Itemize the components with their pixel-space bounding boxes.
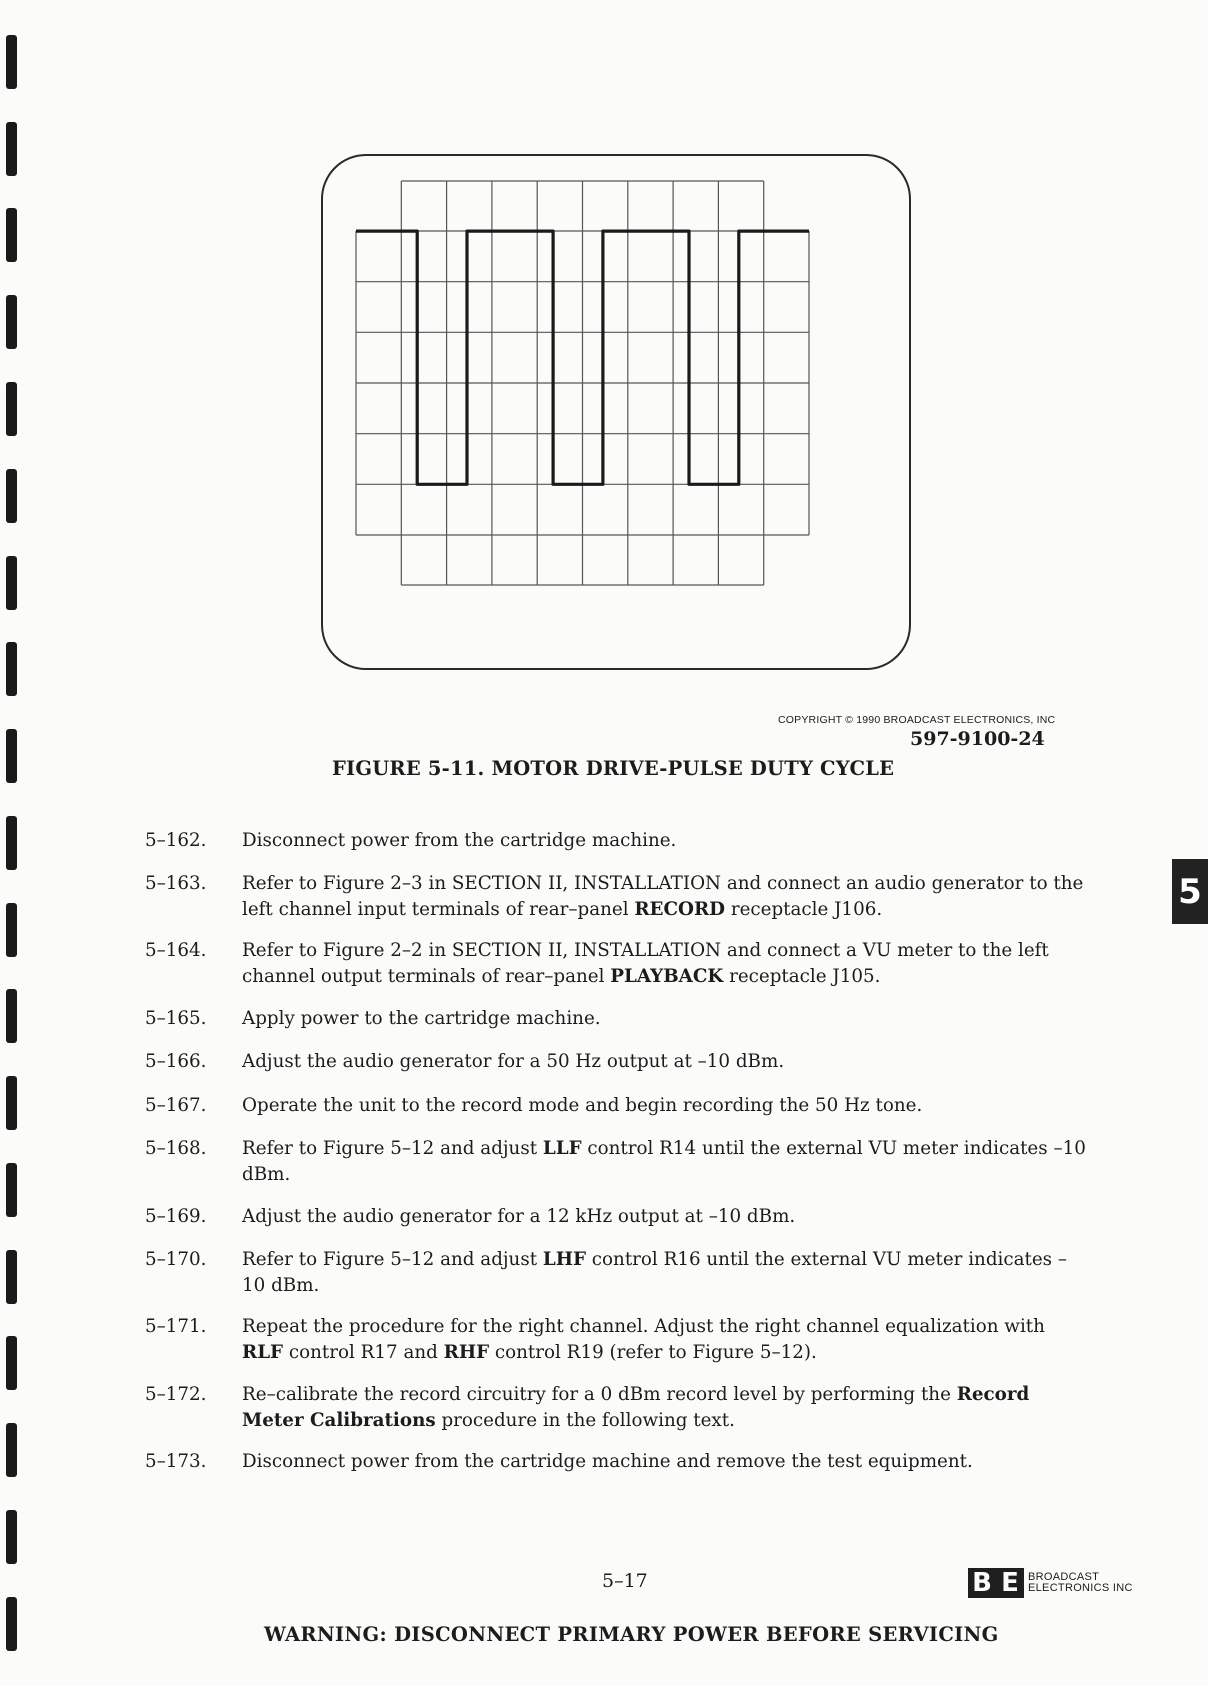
step-text-run: control R14 until the external VU meter indicates –10 dBm. [242,1138,1086,1185]
step-text-run: Refer to Figure 5–12 and adjust [242,1138,543,1159]
figure-part-number: 597-9100-24 [910,728,1045,750]
step-number: 5–170. [145,1249,207,1270]
copyright-notice: COPYRIGHT © 1990 BROADCAST ELECTRONICS, INC [778,714,1056,726]
step-number: 5–163. [145,873,207,894]
step-number: 5–164. [145,940,207,961]
step-control-name: RECORD [634,899,726,920]
warning-footer: WARNING: DISCONNECT PRIMARY POWER BEFORE SERVICING [264,1623,999,1646]
step-text-run: procedure in the following text. [435,1410,735,1431]
step-text-run: control R17 and [283,1342,444,1363]
step-text-run: Disconnect power from the cartridge machine. [242,830,677,851]
page-number: 5–17 [602,1570,648,1592]
step-text [242,1247,1087,1299]
step-control-name: LHF [542,1249,586,1270]
logo-letter-b: B [972,1568,992,1598]
logo-letter-e: E [1001,1568,1019,1598]
step-text [242,1136,1087,1188]
step-control-name: RLF [242,1342,284,1363]
scope-graticule [356,181,809,585]
step-text [242,1049,1087,1075]
logo-line-2: ELECTRONICS INC [1028,1582,1133,1594]
step-text-run: Refer to Figure 5–12 and adjust [242,1249,543,1270]
step-text [242,1382,1087,1434]
step-text [242,828,1087,854]
step-text-run: receptacle J106. [725,899,883,920]
step-text-run: Adjust the audio generator for a 50 Hz output at –10 dBm. [242,1051,785,1072]
step-text-run: control R19 (refer to Figure 5–12). [489,1342,817,1363]
oscilloscope-figure [320,153,912,671]
step-control-name: RHF [443,1342,490,1363]
logo-mark [968,1568,1024,1598]
step-text-run: receptacle J105. [723,966,881,987]
section-tab: 5 [1172,859,1208,924]
step-text-run: control R16 until the external VU meter indicates –10 dBm. [242,1249,1068,1296]
company-logo [968,1564,1168,1600]
step-text [242,1314,1087,1366]
logo-text [1028,1572,1133,1594]
step-text-run: Re–calibrate the record circuitry for a 0 dBm record level by performing the [242,1384,957,1405]
step-number: 5–167. [145,1095,207,1116]
step-text [242,1006,1087,1032]
step-number: 5–162. [145,830,207,851]
step-control-name: PLAYBACK [610,966,724,987]
step-text [242,1093,1087,1119]
step-text-run: Refer to Figure 2–2 in SECTION II, INSTALLATION and connect a VU meter to the left channel output terminals of rear–panel [242,940,1049,987]
step-text-run: Disconnect power from the cartridge machine and remove the test equipment. [242,1451,973,1472]
step-control-name: Record Meter Calibrations [242,1384,1030,1431]
step-text-run: Repeat the procedure for the right channel. Adjust the right channel equalization with [242,1316,1045,1337]
step-number: 5–173. [145,1451,207,1472]
step-number: 5–165. [145,1008,207,1029]
binding-holes [0,0,40,1685]
step-number: 5–166. [145,1051,207,1072]
step-text [242,1449,1087,1475]
step-text [242,938,1087,990]
step-text-run: Operate the unit to the record mode and begin recording the 50 Hz tone. [242,1095,923,1116]
step-control-name: LLF [542,1138,582,1159]
step-number: 5–172. [145,1384,207,1405]
step-text-run: Adjust the audio generator for a 12 kHz output at –10 dBm. [242,1206,796,1227]
step-text-run: Apply power to the cartridge machine. [242,1008,601,1029]
step-text [242,1204,1087,1230]
logo-line-1: BROADCAST [1028,1571,1100,1583]
step-number: 5–171. [145,1316,207,1337]
step-text [242,871,1087,923]
step-number: 5–168. [145,1138,207,1159]
step-number: 5–169. [145,1206,207,1227]
step-text-run: Refer to Figure 2–3 in SECTION II, INSTALLATION and connect an audio generator to the left channel input terminals of rear–panel [242,873,1084,920]
figure-caption: FIGURE 5-11. MOTOR DRIVE-PULSE DUTY CYCLE [332,757,895,780]
